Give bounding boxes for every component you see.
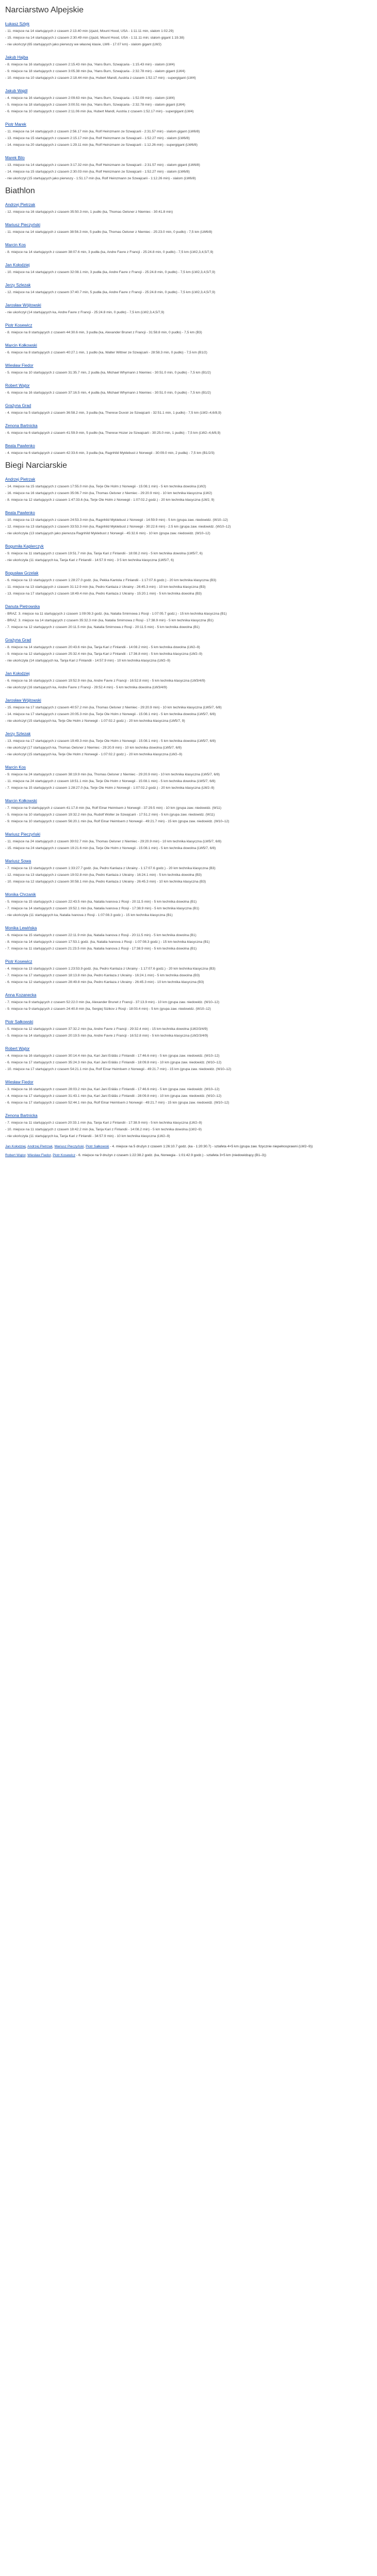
athlete-entry: [5, 400, 372, 416]
result-line: - 6. miejsce na 15 startujących z czasem 22:11.9 min (ka, Natalia Ivanova z Rosji - 20:11.5 min) - 5 km technika dowolna (B1): [5, 934, 196, 937]
athlete-entry: [5, 340, 372, 356]
athlete-name-link[interactable]: Piotr Kosewicz: [5, 959, 32, 964]
athlete-name-link[interactable]: Marcin Kołkowski: [5, 343, 37, 348]
athlete-name-link[interactable]: Grażyna Grad: [5, 638, 31, 642]
result-line: - 5. miejsce na 12 startujących z czasem 37:32.2 min (ka, Andre Favre z Francji - 29:32.4 min) - 15 km technika dowolna (LW2/3/4/9): [5, 1027, 208, 1031]
result-line: - 4. miejsce na 13 startujących z czasem 1:23:53.9 godz. (ka, Pedro Kanlaza z Ukrainy - 1:17:07.6 godz.) - 20 km technika klasyczna (B3): [5, 967, 216, 971]
result-line: - 9. miejsce na 18 startujących z czasem 3:05.38 min (ka, 'Hans Burn, Szwajcaria - 2:32.78 min) - slalom gigant (LW4): [5, 70, 186, 73]
relay-team-result: Jan Kołodziej, Andrzej Pietrzak, Mariusz Pieczyński, Piotr Sałkowski - 4. miejsce na 5 drużyn z czasem 1:26:10.7 godz. (ka - 1:20:30.7) - sztafeta 4×5 km (grupa zaw. fizycznie niepełnosprawni (LW2–9)): [5, 1145, 313, 1148]
result-line: - 11. miejsce na 13 startujących z czasem 31:12.9 min (ka, Pedro Kanlaza z Ukrainy - 26:45.3 min) - 10 km technika klasyczna (B3): [5, 585, 206, 589]
athlete-entry: [5, 956, 372, 986]
athlete-name-link[interactable]: Mariusz Pieczyński: [5, 832, 41, 837]
athlete-entry: [5, 635, 372, 664]
result-line: - 7. miejsce na 17 startujących z czasem 18:13.8 min (ka, Pedro Kanlaza z Ukrainy - 16:24.1 min) - 5 km technika dowolna (B3): [5, 974, 200, 977]
result-line: - 6. miejsce na 16 startujących z czasem 37:16.5 min, 4 pudła (ka, Michael Whymann z Niemiec - 30:51.0 min, 0 pudło) - 7,5 km (B1/2): [5, 391, 211, 395]
athlete-entry: [5, 260, 372, 276]
athlete-name-link[interactable]: Marcin Kołkowski: [5, 799, 37, 803]
athlete-entry: [5, 795, 372, 825]
athlete-entry: [5, 568, 372, 597]
result-line: - 6. miejsce na 17 startujących z czasem 52:44.1 min (ka, Rolf Einar Heimlsem z Norwegii - 49:21.7 min) - 15 km (grupa zaw. niedowidz. (W10–12): [5, 1101, 230, 1105]
athlete-name-link[interactable]: Marcin Kos: [5, 243, 26, 247]
athlete-entry: [5, 728, 372, 758]
result-line: - 9. miejsce na 10 startujących z czasem 56:20.1 min (ka, Rolf Einar Heimlsem z Norwegii - 49:21.7 min) - 15 km (grupa zaw. niedowidz. (W10–12): [5, 820, 230, 823]
athlete-name-link[interactable]: Jerzy Szlezak: [5, 283, 31, 287]
athlete-name-link[interactable]: Grażyna Grad: [5, 403, 31, 408]
team-member-link[interactable]: Robert Wątor: [5, 1154, 26, 1157]
athlete-entry: [5, 1110, 372, 1140]
athlete-name-link[interactable]: Monika Lewińska: [5, 926, 37, 930]
section-heading: Biathlon: [5, 187, 35, 195]
result-line: - 4. miejsce na 16 startujących z czasem 30:14.4 min (ka, Kari Jani Eräläs z Finlandii - 17:46.6 min) - 5 km (grupa zaw. niedowidz. (W10–12): [5, 1054, 220, 1058]
result-line: - 6. miejsce na 10 startujących z czasem 2:11.06 min (ka, Hubert Mandl, Austria z czasem 1:52.17 min) - supergigant (LW4): [5, 110, 194, 113]
athlete-name-link[interactable]: Wiesław Fiedor: [5, 363, 34, 368]
result-line: - 11. miejsce na 14 startujących z czasem 38:56.3 min, 5 pudło (ka, Thomas Oelsner z Niemiec - 25:23.0 min, 0 pudło) - 7,5 km (LW6/8): [5, 230, 212, 234]
athlete-entry: [5, 52, 372, 81]
result-line: - nie ukończył (14 startujących ka, Andre Favre z Francji - 25:24.8 min, 0 pudło) - 7,5 km (LW2,3,4,5/7,9): [5, 311, 165, 314]
athlete-entry: [5, 300, 372, 316]
athlete-name-link[interactable]: Jan Kołodziej: [5, 263, 30, 267]
athlete-entry: [5, 440, 372, 456]
result-line: - 9. miejsce na 11 startujących z czasem 19:51.7 min (ka, Tanja Kari z Finlandii - 18:08.2 min) - 5 km technika dowolna (LW5/7, 6): [5, 552, 203, 555]
result-line: - 7. miejsce na 8 startujących z czasem 52:22.0 min (ka, Alexander Brunet z Francji - 37:13.9 min) - 10 km (grupa zaw. niedowidz. (W10–12): [5, 1001, 220, 1004]
athlete-name-link[interactable]: Piotr Sałkowski: [5, 1020, 34, 1024]
athlete-entry: [5, 507, 372, 537]
athlete-entry: [5, 219, 372, 235]
result-line: - 7. miejsce na 14 startujących z czasem 19:52.1 min (ka, Natalia Ivanova z Rosji - 17:38.9 min) - 5 km technika klasyczna (B1): [5, 907, 200, 910]
athlete-entry: [5, 360, 372, 376]
result-line: - 16. miejsce na 16 startujących z czasem 35:06.7 min (ka, Thomas Oelsner z Niemiec - 29:20.9 min) - 10 km technika klasyczna (LW2): [5, 492, 212, 495]
result-line: - 11. miejsce na 24 startujących z czasem 18:51.1 min (ka, Terje Ole Holm z Norwegii - 15:08.1 min) - 5 km technika dowolna (LW5/7, 6/8): [5, 779, 216, 783]
athlete-entry: [5, 668, 372, 691]
athlete-entry: [5, 762, 372, 791]
athlete-entry: [5, 280, 372, 296]
athlete-entry: [5, 320, 372, 336]
athlete-name-link[interactable]: Jerzy Szlezak: [5, 732, 31, 736]
athlete-entry: [5, 695, 372, 724]
athlete-name-link[interactable]: Jakub Hajba: [5, 55, 28, 60]
result-line: - 8. miejsce na 14 startujących z czasem 17:53.1 godz. (ka, Natalia Ivanova z Rosji - 1:07:08.3 godz.) - 15 km technika klasyczna (B1): [5, 940, 210, 944]
athlete-name-link[interactable]: Mariusz Sowa: [5, 859, 31, 863]
section-heading: Biegi Narciarskie: [5, 461, 68, 470]
result-line: - 8. miejsce na 12 startujących z czasem 1:47:33.6 (ka, Terje Ole Holm z Norwegii - 1:07:02.2 godz.) - 20 km technika klasyczna (LW2, 9): [5, 498, 215, 502]
result-line: - 5. miejsce na 15 startujących z czasem 22:43.5 min (ka, Natalia Ivanova z Rosji - 20:11.5 min) - 5 km technika dowolna (B1): [5, 900, 197, 904]
result-line: - nie ukończył (17 startujących ka, Thomas Oelsner z Niemiec - 29:20.9 min) - 10 km technika dowolna (LW5/7, 6/8): [5, 746, 182, 750]
athlete-entry: [5, 240, 372, 256]
result-line: - nie ukończył (15 startujących jako pierwszy - 1:51.17 min (ka, Rolf Heinzmann ze Szwajcarii - 1:12.26 min) - slalom (LW6/8): [5, 177, 196, 180]
result-line: - 3. miejsce na 16 startujących z czasem 28:03.2 min (ka, Kari Jani Eräläs z Finlandii - 17:46.6 min) - 5 km (grupa zaw. niedowidz. (W10–12): [5, 1088, 220, 1091]
athlete-entry: [5, 86, 372, 115]
team-member-link[interactable]: Jan Kołodziej: [5, 1145, 26, 1148]
result-line: - 9. miejsce na 24 startujących z czasem 38:19.9 min (ka, Thomas Oelsner z Niemiec - 29:20.9 min) - 10 km technika klasyczna (LW5/7, 6/8): [5, 773, 220, 776]
result-line: - 6. miejsce na 13 startujących z czasem 1:28:27.0 godz. (ka, Pekka Kantola z Finlandii - 1:17:07.6 godz.) - 20 km technika klasyczna (B3): [5, 579, 217, 582]
result-line: - 9. miejsce na 9 startujących z czasem 24:40.8 min (ka, Sergiej Sizikov z Rosji - 18:03.4 min) - 5 km (grupa zaw. niedowidz. (W10–12): [5, 1007, 211, 1011]
result-line: - 14. miejsce na 20 startujących z czasem 1:29.11 min (ka, Rolf Heinzmann ze Szwajcarii - 1:12.26 min) - supergigant (LW6/8): [5, 143, 198, 147]
result-line: - 8. miejsce na 14 startujących z czasem 20:43.6 min (ka, Tanja Kari z Finlandii - 14:08.2 min) - 5 km technika dowolna (LW2–9): [5, 646, 200, 649]
athlete-name-link[interactable]: Bogumiła Kaplerczyk: [5, 544, 44, 549]
relay-team-result: Robert Wątor, Wiesław Fiedor, Piotr Kosewicz - 6. miejsce na 9 drużyn z czasem 1:22:38.2 godz. (ka, Norwegia - 1:01:42.9 godz.) - sztafeta 3×5 km (niedowidzący (B1–3)): [5, 1154, 267, 1157]
result-line: - 5. miejsce na 10 startujących z czasem 31:35.7 min, 2 pudła (ka, Michael Whymann z Niemiec - 30:51.0 min, 0 pudło) - 7,5 km (B1/2): [5, 371, 211, 375]
result-line: - BRAZ. 3. miejsce na 14 startujących z czasem 35:32.3 min (ka, Natalia Smirnowa z Rosji - 17:38.9 min) - 5 km technika klasyczna (B1): [5, 619, 214, 622]
athlete-name-link[interactable]: Marek Bilo: [5, 156, 25, 160]
result-line: - 11. miejsce na 24 startujących z czasem 39:02.7 min (ka, Thomas Oelsner z Niemiec - 29:20.9 min) - 10 km technika klasyczna (LW5/7, 6/8): [5, 840, 222, 843]
athlete-entry: [5, 199, 372, 215]
result-line: - 15. miejsce na 17 startujących z czasem 40:57.2 min (ka, Thomas Oelsner z Niemiec - 29:20.9 min) - 10 km technika klasyczna (LW5/7, 6/8): [5, 706, 222, 709]
athlete-name-link[interactable]: Jakub Wajdl: [5, 89, 28, 93]
athlete-name-link[interactable]: Bogusław Grzelak: [5, 571, 39, 575]
team-result-text: - 6. miejsce na 9 drużyn z czasem 1:22:38.2 godz. (ka, Norwegia - 1:01:42.9 godz.) - sztafeta 3×5 km (niedowidzący (B1–3)): [75, 1154, 267, 1157]
result-line: - 10. miejsce na 12 startujących z czasem 30:58.1 min (ka, Pedro Kanlaza z Ukrainy - 26:45.3 min) - 10 km technika klasyczna (B3): [5, 880, 206, 884]
result-line: - nie ukończył (15 startujących ka, Terje Ole Holm z Norwegii - 1:07:02.2 godz.) - 20 km technika klasyczna (LW5/7, 9): [5, 719, 185, 723]
result-line: - 7. miejsce na 11 startujących z czasem 21:23.5 min (ka, Natalia Ivanova z Rosji - 17:38.9 min) - 5 km technika dowolna (B1): [5, 947, 197, 951]
team-member-link[interactable]: Mariusz Pieczyński: [54, 1145, 84, 1148]
result-line: - 10. miejsce na 14 startujących z czasem 32:08.1 min, 3 pudła (ka, Andre Favre z Francji - 25:24.8 min, 0 pudło) - 7,5 km (LW2,3,4,5/7,9): [5, 270, 216, 274]
athlete-name-link[interactable]: Anna Kozanecka: [5, 993, 37, 997]
result-line: - nie ukończyła (11 startujących ka, Tanja Kari z Finlandii - 34:57.9 min) - 10 km technika klasyczna (LW2–9): [5, 1134, 170, 1138]
team-result-text: - 4. miejsce na 5 drużyn z czasem 1:26:10.7 godz. (ka - 1:20:30.7) - sztafeta 4×5 km (grupa zaw. fizycznie niepełnosprawni (LW2–9)): [109, 1145, 313, 1148]
result-line: - 8. miejsce na 16 startujących z czasem 2:15.43 min (ka, 'Hans Burn, Szwajcaria - 1:15.43 min) - slalom (LW4): [5, 63, 175, 66]
athlete-name-link[interactable]: Zenona Bartnicka: [5, 423, 38, 428]
result-line: - nie ukończyła (14 startujących ka, Tanja Kari z Finlandii - 14:57.9 min) - 10 km technika klasyczna (LW2–9): [5, 659, 171, 663]
athlete-entry: [5, 420, 372, 436]
result-line: - 7. miejsce na 9 startujących z czasem 41:17.8 min (ka, Rolf Einar Heimlsem z Norwegii - 37:29.5 min) - 10 km (grupa zaw. niedowidz. (W11): [5, 806, 222, 810]
result-line: - 4. miejsce na 5 startujących z czasem 36:58.2 min, 3 pudła (ka, Therese Duvoir ze Szwajcarii - 32:51.1 min, 1 pudło) - 7,5 km (LW2–4,6/8,9): [5, 411, 222, 415]
result-line: - 8. miejsce na 14 startujących z czasem 38:07.6 min, 3 pudła (ka, Andre Favre z Francji - 25:24.8 min, 0 pudło) - 7,5 km (LW2,3,4,5/7,9): [5, 250, 214, 254]
athlete-entry: [5, 119, 372, 148]
result-line: - 12. miejsce na 13 startujących z czasem 33:53.3 min (ka, Ragnhild Myklebust z Norwegii - 30:22.6 min) - 2.5 km (grupa zaw. niedowidz. (W10–12): [5, 525, 231, 529]
result-line: - BRAZ. 3. miejsce na 11 startujących z czasem 1:09:09.3 godz. (ka, Natalia Smirnowa z Rosji - 1:07:05.7 godz.) - 15 km technika klasyczna (B1): [5, 612, 227, 616]
result-line: - 12. miejsce na 14 startujących z czasem 37:40.7 min, 5 pudła (ka, Andre Favre z Francji - 25:24.8 min, 0 pudło) - 7,5 km (LW2,3,4,5/7,9): [5, 291, 216, 294]
athlete-name-link[interactable]: Jan Kołodziej: [5, 671, 30, 676]
result-line: - 5. miejsce na 10 startujących z czasem 19:32.2 min (ka, Rudolf Wolter ze Szwajcarii - 17:51.2 min) - 5 km (grupa zaw. niedowidz. (W11): [5, 813, 215, 817]
athlete-name-link[interactable]: Robert Wątor: [5, 383, 30, 388]
section: [5, 461, 372, 1158]
result-line: - 10. miejsce na 11 startujących z czasem 18:42.2 min (ka, Tanja Kari z Finlandii - 14:08.2 min) - 5 km technika dowolna (LW2–9): [5, 1128, 202, 1131]
athlete-entry: [5, 923, 372, 952]
athlete-name-link[interactable]: Jarosław Wójtowski: [5, 303, 41, 308]
team-member-link[interactable]: Andrzej Pietrzak: [27, 1145, 53, 1148]
athlete-name-link[interactable]: Jarosław Wójtowski: [5, 698, 41, 703]
result-line: - 13. miejsce na 14 startujących z czasem 3:17.32 min (ka, Rolf Heinzmann ze Szwajcarii - 2:31.57 min) - slalom gigant (LW6/8): [5, 163, 200, 167]
team-member-link[interactable]: Piotr Kosewicz: [53, 1154, 76, 1157]
athlete-name-link[interactable]: Beata Pawlenko: [5, 444, 35, 448]
result-line: - 4. miejsce na 17 startujących z czasem 31:43.1 min (ka, Kari Jani Eräläs z Finlandii - 28:09.8 min) - 10 km (grupa zaw. niedowidz. (W10–12): [5, 1094, 222, 1098]
athlete-entry: [5, 1043, 372, 1073]
result-line: - 4. miejsce na 6 startujących z czasem 42:33.6 min, 3 pudła (ka, Ragnhild Myklebust z Norwegii - 30:09.0 min, 2 pudła) - 7,5 km (B1/2/3): [5, 451, 215, 455]
result-line: - 14. miejsce na 15 startujących z czasem 17:55.0 min (ka, Terje Ole Holm z Norwegii - 15:08.1 min) - 5 km technika dowolna (LW2): [5, 485, 206, 488]
result-line: - nie ukończył (16 startujących ka, Andre Favre z Francji - 29:52.4 min) - 5 km technika dowolna (LW3/4/9): [5, 686, 167, 689]
team-member-link[interactable]: Piotr Sałkowski: [86, 1145, 109, 1148]
athlete-entry: [5, 541, 372, 564]
result-line: - nie ukończył (15 startujących ka, Terje Ole Holm z Norwegii - 1:07:02.2 godz.) - 20 km technika klasyczna (LW2–9): [5, 753, 183, 756]
athlete-name-link[interactable]: Andrzej Pietrzak: [5, 477, 36, 482]
result-line: - 11. miejsce na 14 startujących z czasem 2:56.17 min (ka, Rolf Heinzmann ze Szwajcarii - 2:31.57 min) - slalom gigant (LW6/8): [5, 130, 200, 133]
athlete-name-link[interactable]: Robert Wątor: [5, 1046, 30, 1051]
result-line: - 15. miejsce na 14 startujących z czasem 2:30.49 min (zjazd, Mount Hood, USA - 1:11.11 min; slalom gigant 1:19.38): [5, 36, 185, 40]
athlete-name-link[interactable]: Zenona Bartnicka: [5, 1113, 38, 1118]
result-line: - 7. miejsce na 11 startujących z czasem 20:33.1 min (ka, Tanja Kari z Finlandii - 17:38.9 min) - 5 km technika klasyczna (LW2–9): [5, 1121, 202, 1125]
result-line: - 12. miejsce na 16 startujących z czasem 35:50.3 min, 1 pudło (ka, Thomas Oelsner z Niemiec - 30:41.8 min): [5, 210, 173, 214]
result-line: - 6. miejsce na 6 startujących z czasem 41:59.9 min, 5 pudło (ka, Therese Hozer ze Szwajcarii - 30:25.0 min, 1 pudło) - 7,5 km (LW2–4,6/8,9): [5, 431, 221, 435]
result-line: - 8. miejsce na 8 startujących z czasem 44:30.6 min, 3 pudła (ka, Alexander Brunet z Francji - 31:58.8 min, 0 pudło) - 7,5 km (B3): [5, 331, 202, 334]
page-content: [0, 0, 377, 1158]
athlete-name-link[interactable]: Monika Chrzanik: [5, 892, 36, 897]
result-line: - 5. miejsce na 18 startujących z czasem 3:00.51 min (ka, 'Hans Burn, Szwajcaria - 2:32.78 min) - slalom gigant (LW4): [5, 103, 186, 107]
result-line: - 7. miejsce na 13 startujących z czasem 1:33:27.7 godz. (ka, Pedro Kanlaza z Ukrainy - 1:17:07.6 godz.) - 20 km technika klasyczna (B3): [5, 867, 216, 870]
athlete-entry: [5, 829, 372, 852]
athlete-name-link[interactable]: Danuta Pietrowska: [5, 604, 40, 609]
team-member-link[interactable]: Wiesław Fiedor: [27, 1154, 51, 1157]
result-line: - 13. miejsce na 17 startujących z czasem 18:49.4 min (ka, Pedro Kanlaza z Ukrainy - 15:20.1 min) - 5 km technika dowolna (B3): [5, 592, 202, 596]
athlete-name-link[interactable]: Mariusz Pieczyński: [5, 223, 41, 227]
result-line: - 12. miejsce na 13 startujących z czasem 19:02.8 min (ka, Pedro Kanlaza z Ukrainy - 16:24.1 min) - 5 km technika dowolna (B3): [5, 873, 202, 877]
result-line: - 7. miejsce na 12 startujących z czasem 20:11.5 min (ka, Natalia Smirnowa z Rosji - 20:11.5 min) - 5 km technika dowolna (B1): [5, 625, 200, 629]
athlete-name-link[interactable]: Piotr Marek: [5, 122, 26, 127]
result-line: - 6. miejsce na 8 startujących z czasem 40:27.1 min, 1 pudło (ka, Walter Wittner ze Szwajcarii - 28:58.3 min, 0 pudło) - 7,5 km (B1/2): [5, 351, 207, 354]
result-line: - 15. miejsce na 24 startujących z czasem 19:21.6 min (ka, Terje Ole Holm z Norwegii - 15:08.1 min) - 5 km technika dowolna (LW5/7, 6/8): [5, 846, 216, 850]
result-line: - 10. miejsce na 17 startujących z czasem 54:21.1 min (ka, Rolf Einar Heimlsem z Norwegii - 49:21.7 min) - 15 km (grupa zaw. niedowidz. (W10–12): [5, 1067, 232, 1071]
result-line: - 6. miejsce na 12 startujących z czasem 28:49.8 min (ka, Pedro Kanlaza z Ukrainy - 26:45.3 min) - 10 km technika klasyczna (B3): [5, 980, 204, 984]
result-line: - 13. miejsce na 15 startujących z czasem 2:15.17 min (ka, Rolf Heinzmann ze Szwajcarii - 1:52.27 min) - slalom (LW6/8): [5, 137, 190, 140]
athlete-entry: [5, 19, 372, 48]
athlete-entry: [5, 380, 372, 396]
athlete-entry: [5, 990, 372, 1012]
athlete-entry: [5, 601, 372, 631]
result-line: - 11. miejsce na 14 startujących z czasem 2:13.40 min (zjazd, Mount Hood, USA - 1:11.11 min, slalom 1:02.29): [5, 29, 174, 33]
result-line: - nie ukończyła (13 startujących jako pierwsza Ragnhild Myklebust z Norwegii - 45:32.6 min) - 10 km (grupa zaw. niedowidz. (W10–12): [5, 532, 210, 535]
result-line: - 14. miejsce na 15 startujących z czasem 2:30.03 min (ka, Rolf Heinzmann ze Szwajcarii - 1:52.27 min) - slalom (LW6/8): [5, 170, 190, 174]
result-line: - 6. miejsce na 17 startujących z czasem 35:24.3 min (ka, Kari Jani Eräläs z Finlandii - 18:09.8 min) - 10 km (grupa zaw. niedowidz. (W10–12): [5, 1061, 222, 1064]
athlete-name-link[interactable]: Marcin Kos: [5, 765, 26, 770]
athlete-name-link[interactable]: Wiesław Fiedor: [5, 1080, 34, 1084]
section: [5, 5, 372, 182]
result-line: - 5. miejsce na 14 startujących z czasem 20:19.5 min (ka, Andre Favre z Francji - 16:52.8 min) - 5 km technika klasyczna (LW2/3/4/9): [5, 1034, 208, 1038]
section-heading: Narciarstwo Alpejskie: [5, 6, 84, 14]
athlete-entry: [5, 1077, 372, 1106]
result-line: - 10. miejsce na 13 startujących z czasem 24:53.3 min (ka, Ragnhild Myklebust z Norwegii - 14:59.9 min) - 5 km (grupa zaw. niedowidz. (W10–12): [5, 518, 228, 522]
result-line: - 10. miejsce na 10 startujących z czasem 2:18.44 min (ka, Hubert Mandl, Austria z czasem 1:52.17 min) - supergigant (LW4): [5, 76, 196, 80]
result-line: - 6. miejsce na 16 startujących z czasem 19:52.9 min (ka, Andre Favre z Francji - 16:52.8 min) - 5 km technika klasyczna (LW3/4/9): [5, 679, 205, 683]
result-line: - 7. miejsce na 15 startujących z czasem 1:28:27.0 (ka, Terje Ole Holm z Norwegii - 1:07:02.2 godz.) - 20 km technika klasyczna (LW2–9): [5, 786, 215, 790]
result-line: - nie ukończyła (11 startujących ka, Tanja Kari z Finlandii - 14:57.9 min) - 3 5 km technika klasyczna (LW5/7, 6): [5, 558, 174, 562]
result-line: - 9. miejsce na 12 startujących z czasem 25:32.4 min (ka, Tanja Kari z Finlandii - 17:36.8 min) - 5 km technika klasyczna (LW2–9): [5, 652, 203, 656]
section: [5, 186, 372, 456]
athlete-name-link[interactable]: Piotr Kosewicz: [5, 323, 32, 328]
athlete-name-link[interactable]: Andrzej Pietrzak: [5, 202, 36, 207]
result-line: - 14. miejsce na 17 startujących z czasem 20:05.3 min (ka, Terje Ole Holm z Norwegii - 15:08.1 min) - 5 km technika dowolna (LW5/7, 6/8): [5, 713, 216, 716]
athlete-entry: [5, 474, 372, 503]
athlete-entry: [5, 856, 372, 885]
athlete-entry: [5, 1016, 372, 1039]
result-line: - nie ukończył (65 startujących jako pierwszy we własnej klasie, LW6 - 17.07 km) - slalom gigant (LW2): [5, 43, 162, 46]
result-line: - 4. miejsce na 16 startujących z czasem 2:09.63 min (ka, 'Hans Burn, Szwajcaria - 1:52.09 min) - slalom (LW4): [5, 96, 175, 100]
athlete-entry: [5, 889, 372, 919]
athlete-name-link[interactable]: Łukasz Szlęk: [5, 22, 30, 26]
result-line: - 13. miejsce na 17 startujących z czasem 19:49.3 min (ka, Terje Ole Holm z Norwegii - 15:08.1 min) - 5 km technika dowolna (LW5/7, 6/8): [5, 739, 216, 743]
result-line: - nie ukończyła (11 startujących ka, Natalia Ivanova z Rosji - 1:07:08.3 godz.) - 15 km technika klasyczna (B1): [5, 913, 173, 917]
athlete-name-link[interactable]: Beata Pawlenko: [5, 511, 35, 515]
athlete-entry: [5, 152, 372, 182]
